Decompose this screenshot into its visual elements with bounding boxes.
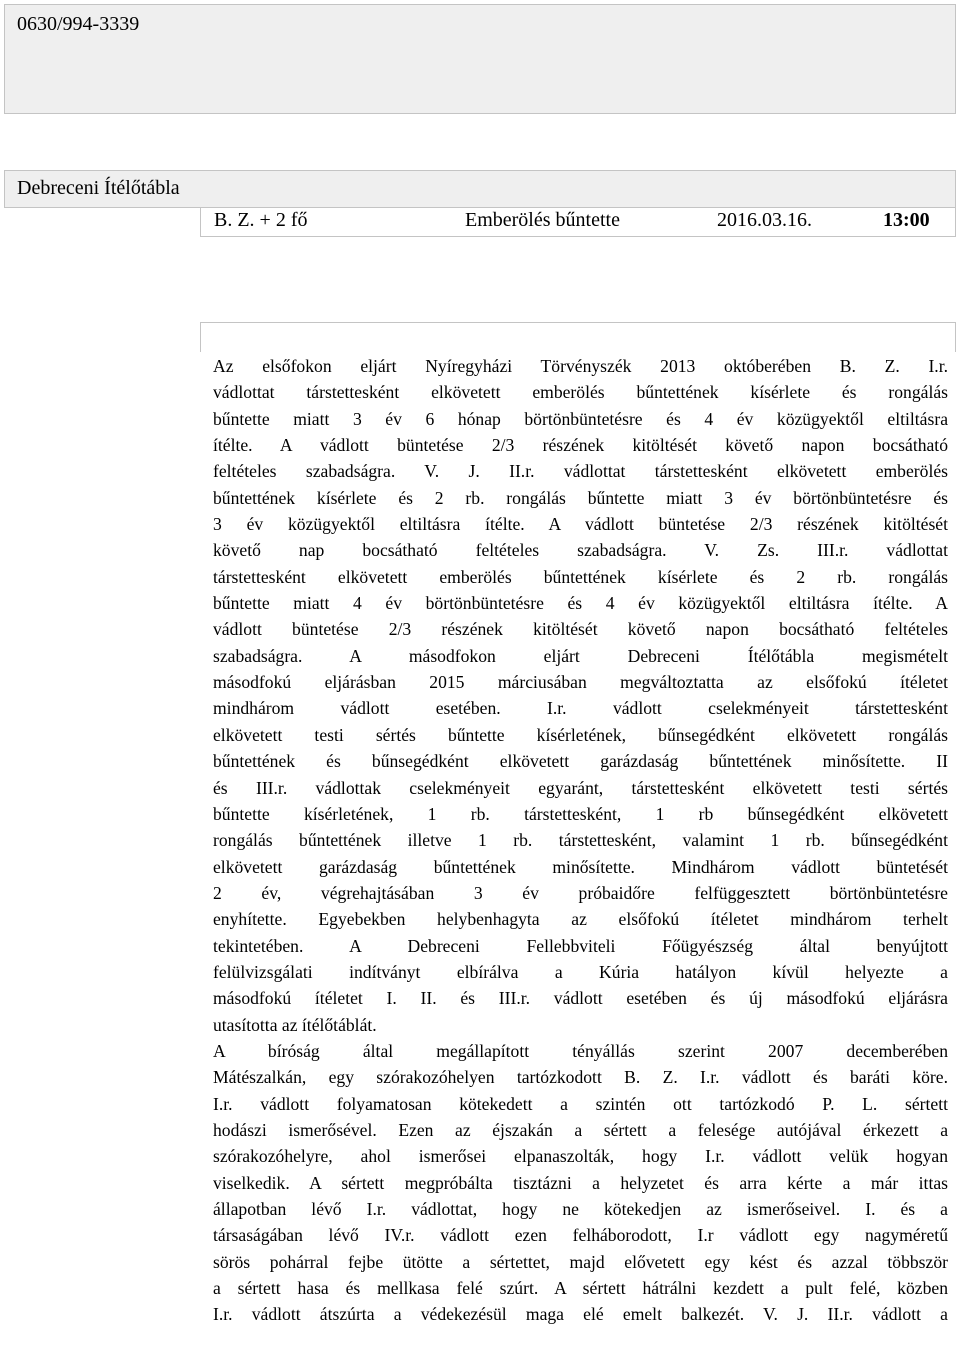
body-text-line: mindhárom vádlott esetében. I.r. vádlott cselekményeit társtettesként [213, 698, 948, 719]
body-text-line: bűntette miatt 3 év 6 hónap börtönbüntetésre és 4 év közügyektől eltiltásra [213, 408, 948, 429]
body-text-line: szabadságra. A másodfokon eljárt Debreceni Ítélőtábla megismételt [213, 645, 948, 666]
case-detail-header-row [200, 322, 956, 352]
body-text-line: elkövetett testi sértés bűntette kísérletének, bűnsegédként elkövetett rongálás [213, 724, 948, 745]
body-text-line: és III.r. vádlottak cselekményeit egyaránt, társtettesként elkövetett testi sértés [213, 777, 948, 798]
body-text-line: bűntettének és bűnsegédként elkövetett garázdaság bűntettének minősítette. II [213, 751, 948, 772]
body-text-line: elkövetett garázdaság bűntettének minősítette. Mindhárom vádlott büntetését [213, 856, 948, 877]
body-text-line: másodfokú ítéletet I. II. és III.r. vádlott esetében és új másodfokú eljárásra [213, 988, 948, 1009]
case-parties: B. Z. + 2 fő [214, 209, 308, 231]
body-text-line: I.r. vádlott átszúrta a védekezésül maga elé emelt balkezét. V. J. II.r. vádlott a [213, 1304, 948, 1325]
body-text-line: rongálás bűntettének illetve 1 rb. társtettesként, valamint 1 rb. bűnsegédként [213, 830, 948, 851]
body-text-line: bűntette kísérletének, 1 rb. társtettesként, 1 rb bűnsegédként elkövetett [213, 803, 948, 824]
body-text-line: 3 év közügyektől eltiltásra ítélte. A vádlott büntetése 2/3 részének kitöltését [213, 514, 948, 535]
body-text-line: 2 év, végrehajtásában 3 év próbaidőre felfüggesztett börtönbüntetésre [213, 882, 948, 903]
body-text-line: társtettesként elkövetett emberölés bűntettének kísérlete és 2 rb. rongálás [213, 566, 948, 587]
body-text-line: utasította az ítélőtáblát. [213, 1014, 377, 1035]
court-name: Debreceni Ítélőtábla [17, 177, 180, 199]
body-text-line: ítélte. A vádlott büntetése 2/3 részének kitöltését követő napon bocsátható [213, 435, 948, 456]
case-info-row [200, 207, 956, 237]
body-text-line: vádlottat társtettesként elkövetett emberölés bűntettének kísérlete és rongálás [213, 382, 948, 403]
body-text-line: feltételes szabadságra. V. J. II.r. vádlottat társtettesként elkövetett emberölés [213, 461, 948, 482]
body-text-line: bűntette miatt 4 év börtönbüntetésre és 4 év közügyektől eltiltásra ítélte. A [213, 593, 948, 614]
body-text-line: másodfokú eljárásban 2015 márciusában megváltoztatta az elsőfokú ítéletet [213, 672, 948, 693]
case-charge: Emberölés bűntette [465, 209, 620, 231]
body-text-line: tekintetében. A Debreceni Fellebbviteli Főügyészség által benyújtott [213, 935, 948, 956]
body-text-line: I.r. vádlott folyamatosan kötekedett a szintén ott tartózkodó P. L. sértett [213, 1093, 948, 1114]
body-text-line: viselkedik. A sértett megpróbálta tisztázni a helyzetet és arra kérte a már ittas [213, 1172, 948, 1193]
body-text-line: enyhítette. Egyebekben helybenhagyta az elsőfokú ítéletet mindhárom terhelt [213, 909, 948, 930]
body-text-line: a sértett hasa és mellkasa felé szúrt. A sértett hátrálni kezdett a pult felé, közben [213, 1278, 948, 1299]
phone-header-box [4, 4, 956, 114]
court-name-row [4, 170, 956, 208]
body-text-line: követő nap bocsátható feltételes szabadságra. V. Zs. III.r. vádlottat [213, 540, 948, 561]
body-text-line: hodászi ismerősével. Ezen az éjszakán a sértett a felesége autójával érkezett a [213, 1119, 948, 1140]
body-text-line: Az elsőfokon eljárt Nyíregyházi Törvényszék 2013 októberében B. Z. I.r. [213, 356, 948, 376]
body-text-line: Mátészalkán, egy szórakozóhelyen tartózkodott B. Z. I.r. vádlott és baráti köre. [213, 1067, 948, 1088]
body-text-line: állapotban lévő I.r. vádlottat, hogy ne kötekedjen az ismerőseivel. I. és a [213, 1199, 948, 1219]
body-text-line: szórakozóhelyre, ahol ismerősei elpanaszolták, hogy I.r. vádlott velük hogyan [213, 1146, 948, 1167]
phone-number: 0630/994-3339 [17, 13, 140, 35]
body-text-line: társaságában lévő IV.r. vádlott ezen felháborodott, I.r vádlott egy nagyméretű [213, 1225, 948, 1246]
body-text-line: bűntettének kísérlete és 2 rb. rongálás bűntette miatt 3 év börtönbüntetésre és [213, 487, 948, 508]
case-description [213, 353, 948, 1328]
body-text-line: sörös pohárral fejbe ütötte a sértettet, majd elővetett egy kést és azzal többször [213, 1251, 948, 1272]
body-text-line: felülvizsgálati indítványt elbírálva a Kúria hatályon kívül helyezte a [213, 961, 948, 982]
case-date: 2016.03.16. [717, 209, 812, 231]
body-text-line: vádlott büntetése 2/3 részének kitöltését követő napon bocsátható feltételes [213, 619, 948, 640]
case-time: 13:00 [883, 209, 930, 231]
body-text-line: A bíróság által megállapított tényállás szerint 2007 decemberében [213, 1040, 948, 1061]
